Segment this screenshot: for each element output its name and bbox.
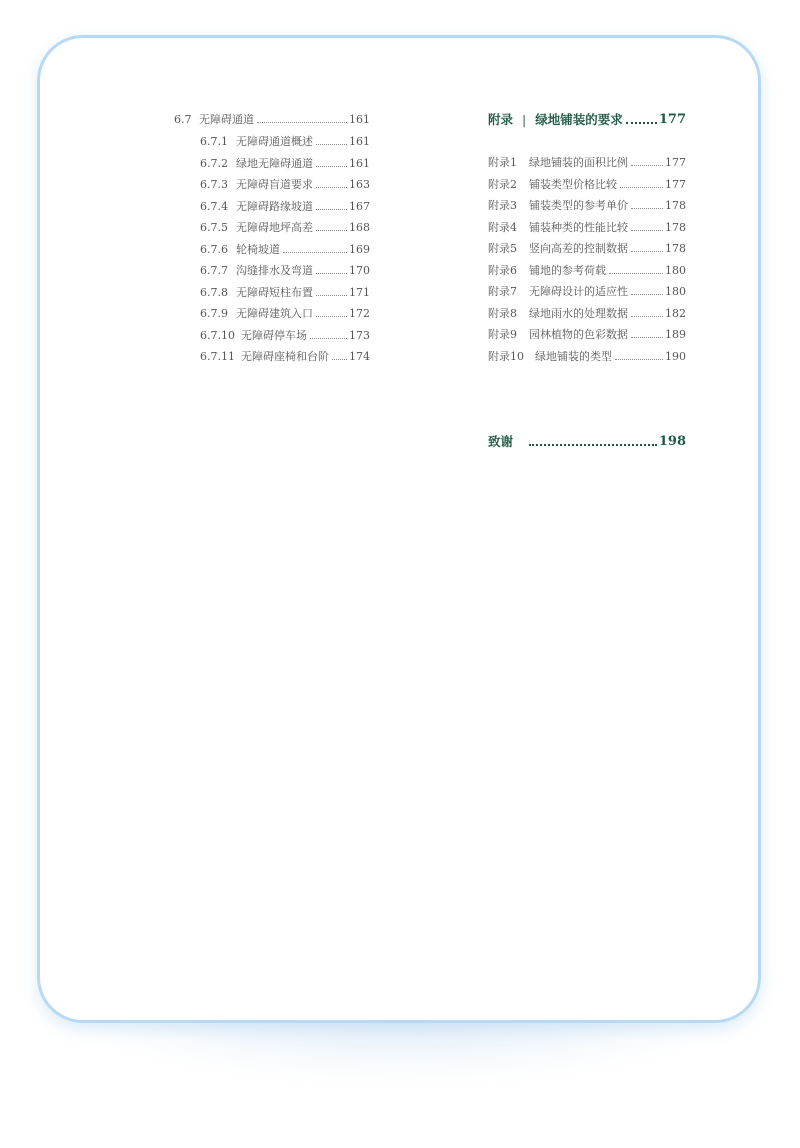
appendix-item-number: 附录6 — [488, 263, 517, 277]
appendix-item-title: 铺装类型的参考单价 — [529, 199, 628, 212]
toc-item-number: 6.7.1 — [200, 135, 228, 148]
appendix-item-title: 绿地铺装的面积比例 — [529, 156, 628, 169]
section-title: 无障碍通道 — [199, 113, 254, 126]
appendix-item-number: 附录10 — [488, 349, 524, 363]
toc-item-row[interactable] — [200, 262, 370, 280]
appendix-item-number: 附录9 — [488, 328, 517, 341]
dot-leader — [615, 358, 663, 360]
dot-leader — [316, 165, 347, 167]
appendix-item-row[interactable] — [488, 348, 686, 366]
toc-item-title: 无障碍短柱布置 — [236, 285, 313, 299]
dot-leader — [631, 315, 663, 317]
acknowledgement-page: 198 — [658, 434, 686, 449]
appendix-item-page: 180 — [665, 285, 686, 298]
dot-leader — [631, 164, 663, 166]
appendix-item-title: 铺装种类的性能比较 — [529, 220, 628, 234]
section-page: 161 — [349, 113, 370, 126]
dot-leader — [332, 358, 347, 360]
appendix-item-number: 附录5 — [488, 242, 517, 255]
dot-leader — [316, 143, 347, 145]
toc-item-row[interactable] — [200, 348, 370, 366]
appendix-page: 177 — [658, 112, 686, 127]
appendix-item-page: 180 — [665, 263, 686, 277]
toc-item-title: 无障碍建筑入口 — [236, 307, 313, 320]
appendix-item-number: 附录1 — [488, 156, 517, 169]
toc-item-row[interactable] — [200, 176, 370, 194]
appendix-item-page: 182 — [665, 306, 686, 320]
toc-item-row[interactable] — [200, 284, 370, 302]
toc-item-title: 轮椅坡道 — [236, 242, 280, 256]
toc-item-row[interactable] — [200, 133, 370, 151]
appendix-item-title: 绿地铺装的类型 — [535, 349, 612, 363]
toc-item-number: 6.7.3 — [200, 178, 228, 191]
toc-item-page: 161 — [349, 156, 370, 170]
appendix-item-page: 177 — [665, 177, 686, 191]
dot-leader — [631, 229, 663, 231]
dot-leader — [631, 293, 663, 295]
appendix-item-row[interactable] — [488, 262, 686, 280]
toc-item-number: 6.7.11 — [200, 350, 235, 363]
appendix-item-page: 178 — [665, 199, 686, 212]
toc-item-title: 无障碍座椅和台阶 — [241, 350, 329, 363]
toc-item-number: 6.7.6 — [200, 242, 228, 256]
dot-leader — [257, 121, 347, 123]
appendix-item-row[interactable] — [488, 326, 686, 344]
toc-item-number: 6.7.7 — [200, 264, 228, 277]
toc-item-page: 174 — [349, 350, 370, 363]
appendix-item-title: 绿地雨水的处理数据 — [529, 306, 628, 320]
dot-leader — [310, 337, 347, 339]
toc-item-number: 6.7.10 — [200, 328, 235, 342]
heading-separator: | — [522, 112, 527, 127]
appendix-item-number: 附录3 — [488, 199, 517, 212]
toc-item-page: 169 — [349, 242, 370, 256]
appendix-item-number: 附录2 — [488, 177, 517, 191]
appendix-item-title: 铺装类型价格比较 — [529, 177, 617, 191]
appendix-item-title: 竖向高差的控制数据 — [529, 242, 628, 255]
appendix-item-row[interactable] — [488, 219, 686, 237]
appendix-item-title: 铺地的参考荷载 — [529, 263, 606, 277]
dot-leader — [316, 208, 347, 210]
toc-item-number: 6.7.8 — [200, 285, 228, 299]
dot-leader — [316, 229, 347, 231]
appendix-item-number: 附录8 — [488, 306, 517, 320]
appendix-item-title: 无障碍设计的适应性 — [529, 285, 628, 298]
dot-leader — [631, 207, 663, 209]
toc-item-page: 167 — [349, 199, 370, 213]
acknowledgement-heading[interactable] — [488, 432, 686, 452]
toc-item-row[interactable] — [200, 155, 370, 173]
dot-leader — [316, 294, 347, 296]
toc-item-number: 6.7.9 — [200, 307, 228, 320]
toc-item-row[interactable] — [200, 241, 370, 259]
toc-page-card — [37, 35, 761, 1023]
acknowledgement-title: 致谢 — [488, 434, 514, 449]
appendix-heading[interactable] — [488, 110, 686, 130]
toc-item-number: 6.7.4 — [200, 199, 228, 213]
toc-item-page: 163 — [349, 178, 370, 191]
toc-item-page: 161 — [349, 135, 370, 148]
toc-item-title: 无障碍通道概述 — [236, 135, 313, 148]
appendix-item-row[interactable] — [488, 154, 686, 172]
toc-item-title: 无障碍路缘坡道 — [236, 199, 313, 213]
toc-item-number: 6.7.2 — [200, 156, 228, 170]
section-number: 6.7 — [174, 113, 192, 126]
appendix-item-number: 附录4 — [488, 220, 517, 234]
toc-item-title: 无障碍地坪高差 — [236, 221, 313, 234]
appendix-item-row[interactable] — [488, 240, 686, 258]
toc-item-row[interactable] — [200, 219, 370, 237]
toc-item-title: 无障碍盲道要求 — [236, 178, 313, 191]
toc-item-page: 170 — [349, 264, 370, 277]
appendix-item-row[interactable] — [488, 305, 686, 323]
dot-leader — [631, 250, 663, 252]
toc-item-row[interactable] — [200, 327, 370, 345]
appendix-label: 附录 — [488, 112, 514, 127]
appendix-item-title: 园林植物的色彩数据 — [529, 328, 628, 341]
appendix-item-page: 190 — [665, 349, 686, 363]
toc-item-row[interactable] — [200, 305, 370, 323]
toc-item-title: 无障碍停车场 — [241, 328, 307, 342]
dot-leader — [609, 272, 663, 274]
dot-leader — [529, 443, 657, 446]
appendix-item-page: 178 — [665, 242, 686, 255]
dot-leader — [631, 336, 663, 338]
toc-item-page: 168 — [349, 221, 370, 234]
dot-leader — [316, 186, 347, 188]
appendix-item-page: 189 — [665, 328, 686, 341]
toc-item-title: 绿地无障碍通道 — [236, 156, 313, 170]
toc-item-page: 173 — [349, 328, 370, 342]
toc-item-row[interactable] — [200, 198, 370, 216]
appendix-item-row[interactable] — [488, 283, 686, 301]
dot-leader — [283, 251, 347, 253]
dot-leader — [316, 315, 347, 317]
toc-item-page: 171 — [349, 285, 370, 299]
dot-leader — [316, 272, 347, 274]
toc-section-6-7[interactable] — [174, 111, 370, 129]
appendix-item-number: 附录7 — [488, 285, 517, 298]
appendix-item-page: 178 — [665, 220, 686, 234]
appendix-item-page: 177 — [665, 156, 686, 169]
appendix-item-row[interactable] — [488, 197, 686, 215]
toc-item-page: 172 — [349, 307, 370, 320]
appendix-item-row[interactable] — [488, 176, 686, 194]
appendix-title: 绿地铺装的要求 — [535, 112, 623, 127]
toc-item-title: 沟缝排水及弯道 — [236, 264, 313, 277]
dot-leader — [620, 186, 663, 188]
dot-leader — [626, 121, 657, 124]
toc-item-number: 6.7.5 — [200, 221, 228, 234]
